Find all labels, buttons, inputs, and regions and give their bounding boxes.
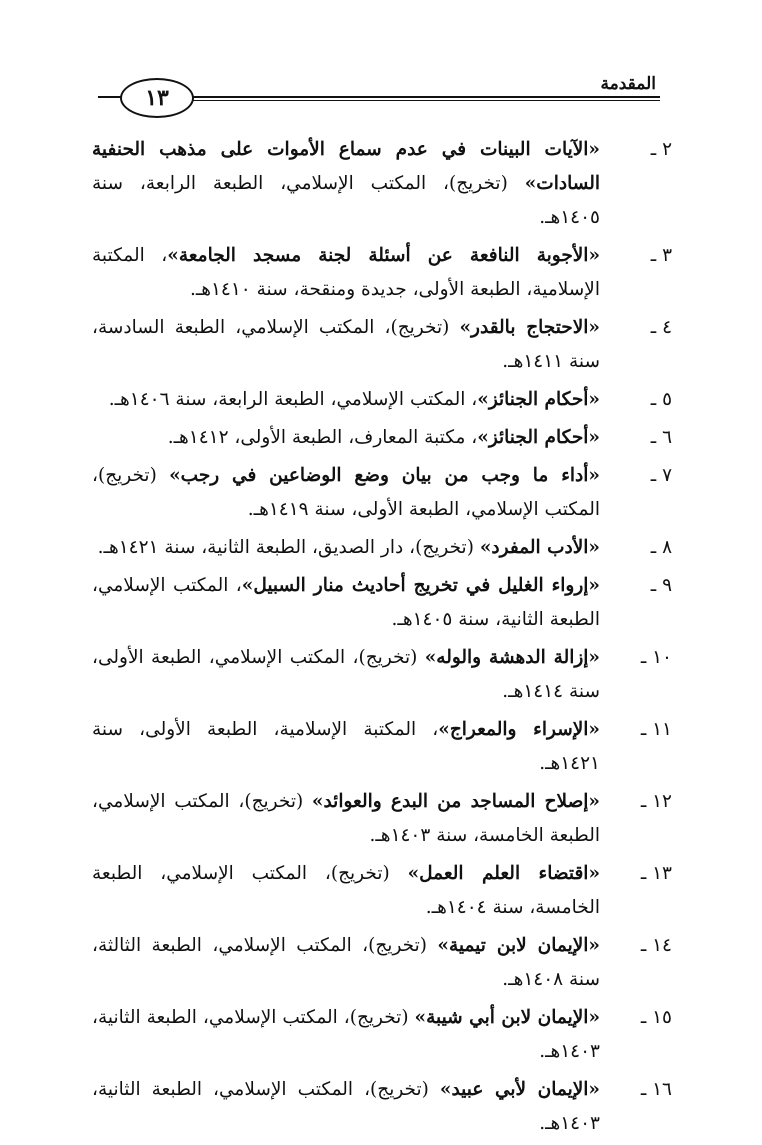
list-item <box>92 239 672 307</box>
book-title: «الإيمان لابن أبي شيبة» <box>414 1007 601 1028</box>
list-item <box>92 929 672 997</box>
book-details: (تخريج)، المكتب الإسلامي، الطبعة الثانية، ١٤٠٣هـ. <box>92 1007 600 1062</box>
book-title: «اقتضاء العلم العمل» <box>407 863 601 884</box>
list-item <box>92 785 672 853</box>
item-number: ١٣ ـ <box>640 863 672 884</box>
book-details: (تخريج)، المكتب الإسلامي، الطبعة الخامسة، سنة ١٤٠٤هـ. <box>92 863 600 918</box>
book-details: ، مكتبة المعارف، الطبعة الأولى، ١٤١٢هـ. <box>167 427 478 448</box>
list-item <box>92 133 672 235</box>
book-title: «الإيمان لأبي عبيد» <box>439 1079 600 1100</box>
list-item <box>92 857 672 925</box>
page-number-badge <box>120 78 194 118</box>
book-details: (تخريج)، المكتب الإسلامي، الطبعة الرابعة، سنة ١٤٠٥هـ. <box>92 173 600 228</box>
item-text <box>92 1001 600 1069</box>
item-number: ٤ ـ <box>650 317 672 338</box>
item-text <box>92 133 600 235</box>
book-details: ، المكتبة الإسلامية، الطبعة الأولى، سنة ١٤٢١هـ. <box>92 719 600 774</box>
item-text <box>92 531 600 565</box>
list-item <box>92 459 672 527</box>
item-number: ١٦ ـ <box>640 1079 672 1100</box>
header-rule <box>188 96 660 98</box>
book-title: «الإيمان لابن تيمية» <box>437 935 600 956</box>
list-item <box>92 383 672 417</box>
list-item <box>92 1073 672 1141</box>
list-item <box>92 1001 672 1069</box>
page-number: ١٣ <box>145 85 169 111</box>
book-title: «أحكام الجنائز» <box>477 389 600 410</box>
book-details: ، المكتبة الإسلامية، الطبعة الأولى، جديدة ومنقحة، سنة ١٤١٠هـ. <box>92 245 600 300</box>
item-text <box>92 311 600 379</box>
book-title: «الأجوبة النافعة عن أسئلة لجنة مسجد الجامعة» <box>167 245 601 266</box>
bibliography-list <box>92 133 672 1145</box>
item-number: ١٠ ـ <box>640 647 672 668</box>
list-item <box>92 531 672 565</box>
item-text <box>92 569 600 637</box>
list-item <box>92 641 672 709</box>
item-text <box>92 857 600 925</box>
book-details: ، المكتب الإسلامي، الطبعة الرابعة، سنة ١٤٠٦هـ. <box>108 389 478 410</box>
item-text <box>92 785 600 853</box>
item-number: ١٤ ـ <box>640 935 672 956</box>
running-title: المقدمة <box>600 74 656 94</box>
book-details: ، المكتب الإسلامي، الطبعة الثانية، سنة ١٤٠٥هـ. <box>92 575 600 630</box>
item-text <box>92 1073 600 1141</box>
book-details: (تخريج)، المكتب الإسلامي، الطبعة الثانية، ١٤٠٣هـ. <box>92 1079 600 1134</box>
book-details: (تخريج)، دار الصديق، الطبعة الثانية، سنة ١٤٢١هـ. <box>97 537 480 558</box>
item-number: ٣ ـ <box>650 245 672 266</box>
book-title: «الأدب المفرد» <box>479 537 600 558</box>
book-details: (تخريج)، المكتب الإسلامي، الطبعة الثالثة، سنة ١٤٠٨هـ. <box>92 935 600 990</box>
item-text <box>92 239 600 307</box>
header-rule-thin <box>188 100 660 101</box>
list-item <box>92 569 672 637</box>
book-title: «الإسراء والمعراج» <box>438 719 600 740</box>
book-title: «أداء ما وجب من بيان وضع الوضاعين في رجب» <box>169 465 600 486</box>
list-item <box>92 713 672 781</box>
item-number: ٢ ـ <box>650 139 672 160</box>
list-item <box>92 311 672 379</box>
book-details: (تخريج)، المكتب الإسلامي، الطبعة الأولى، سنة ١٤١٤هـ. <box>92 647 600 702</box>
book-title: «إصلاح المساجد من البدع والعوائد» <box>311 791 600 812</box>
book-details: (تخريج)، المكتب الإسلامي، الطبعة السادسة، سنة ١٤١١هـ. <box>92 317 600 372</box>
item-text <box>92 929 600 997</box>
item-number: ١١ ـ <box>640 719 672 740</box>
item-number: ٩ ـ <box>650 575 672 596</box>
item-text <box>92 383 600 417</box>
book-title: «إزالة الدهشة والوله» <box>424 647 600 668</box>
item-text <box>92 459 600 527</box>
item-number: ٥ ـ <box>650 389 672 410</box>
item-text <box>92 421 600 455</box>
book-title: «إرواء الغليل في تخريج أحاديث منار السبيل» <box>241 575 600 596</box>
list-item <box>92 421 672 455</box>
book-details: (تخريج)، المكتب الإسلامي، الطبعة الخامسة، سنة ١٤٠٣هـ. <box>92 791 600 846</box>
page-header <box>98 62 660 122</box>
book-title: «الآيات البينات في عدم سماع الأموات على مذهب الحنفية السادات» <box>92 139 600 194</box>
book-title: «أحكام الجنائز» <box>477 427 600 448</box>
book-details: (تخريج)، المكتب الإسلامي، الطبعة الأولى، سنة ١٤١٩هـ. <box>92 465 600 520</box>
item-text <box>92 713 600 781</box>
item-number: ١٢ ـ <box>640 791 672 812</box>
book-title: «الاحتجاج بالقدر» <box>459 317 600 338</box>
item-number: ١٥ ـ <box>640 1007 672 1028</box>
item-number: ٦ ـ <box>650 427 672 448</box>
item-number: ٧ ـ <box>650 465 672 486</box>
badge-tail-rule <box>98 96 122 98</box>
item-number: ٨ ـ <box>650 537 672 558</box>
item-text <box>92 641 600 709</box>
